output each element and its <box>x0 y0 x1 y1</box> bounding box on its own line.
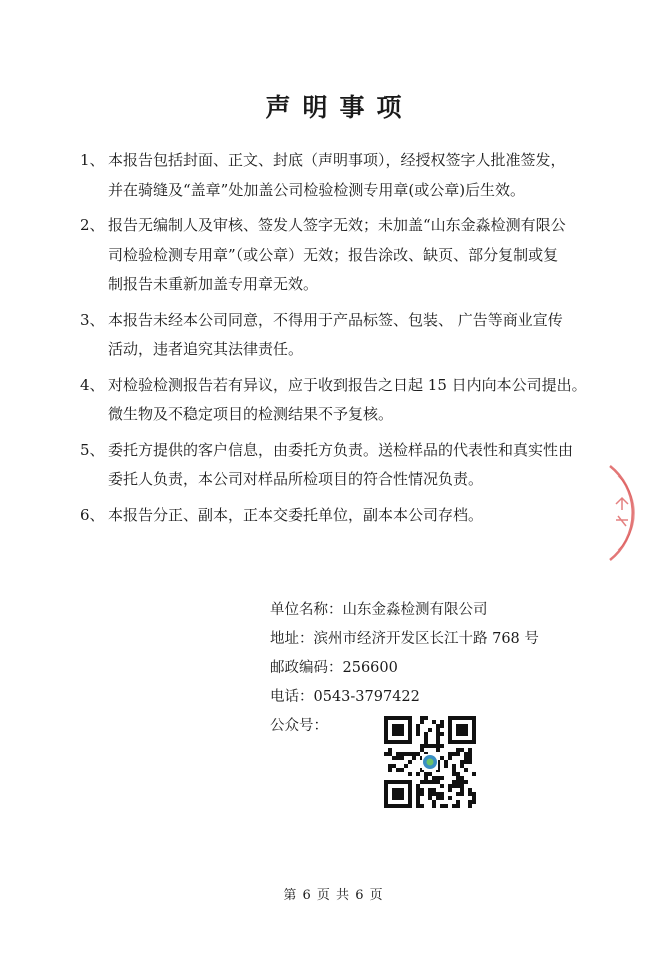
page-footer: 第 6 页 共 6 页 <box>283 888 384 903</box>
item-line: 报告无编制人及审核、签发人签字无效；未加盖“山东金淼检测有限公 <box>108 216 566 234</box>
item-number: 2、 <box>80 216 105 234</box>
item-line: 司检验检测专用章”（或公章）无效；报告涂改、缺页、部分复制或复 <box>108 245 559 264</box>
item-number: 1、 <box>80 151 105 169</box>
item-line: 委托方提供的客户信息，由委托方负责。送检样品的代表性和真实性由 <box>108 440 574 459</box>
statement-item-2 <box>80 211 615 300</box>
item-line: 制报告未重新加盖专用章无效。 <box>108 275 319 293</box>
company-name: 单位名称：山东金淼检测有限公司 <box>270 602 488 618</box>
statement-list <box>80 146 615 536</box>
item-line: 对检验检测报告若有异议，应于收到报告之日起 15 日内向本公司提出。 <box>108 375 587 394</box>
item-number: 3、 <box>80 310 105 329</box>
company-address: 地址：滨州市经济开发区长江十路 768 号 <box>270 631 539 647</box>
wechat-account-label: 公众号： <box>270 718 328 734</box>
item-line: 委托人负责，本公司对样品所检项目的符合性情况负责。 <box>108 470 484 488</box>
item-line: 并在骑缝及“盖章”处加盖公司检验检测专用章(或公章)后生效。 <box>108 180 526 199</box>
page-title: 声明事项 <box>265 93 414 122</box>
postal-code: 邮政编码：256600 <box>270 660 398 676</box>
wechat-qr-code <box>384 716 476 808</box>
item-line: 微生物及不稳定项目的检测结果不予复核。 <box>108 405 394 423</box>
statement-item-6 <box>80 501 615 531</box>
item-number: 4、 <box>80 375 105 394</box>
item-line: 本报告未经本公司同意，不得用于产品标签、包装、 广告等商业宣传 <box>108 310 563 329</box>
item-line: 本报告分正、副本，正本交委托单位，副本本公司存档。 <box>108 505 484 524</box>
company-seal-fragment <box>604 458 667 568</box>
statement-item-1 <box>80 146 615 205</box>
statement-item-5 <box>80 436 615 495</box>
statement-item-4 <box>80 371 615 430</box>
item-number: 5、 <box>80 440 105 459</box>
item-number: 6、 <box>80 505 105 524</box>
item-line: 活动，违者追究其法律责任。 <box>108 340 304 358</box>
phone-number: 电话：0543-3797422 <box>270 689 420 705</box>
qr-code-icon <box>384 716 476 808</box>
statement-item-3 <box>80 306 615 365</box>
item-line: 本报告包括封面、正文、封底（声明事项），经授权签字人批准签发， <box>108 151 566 169</box>
